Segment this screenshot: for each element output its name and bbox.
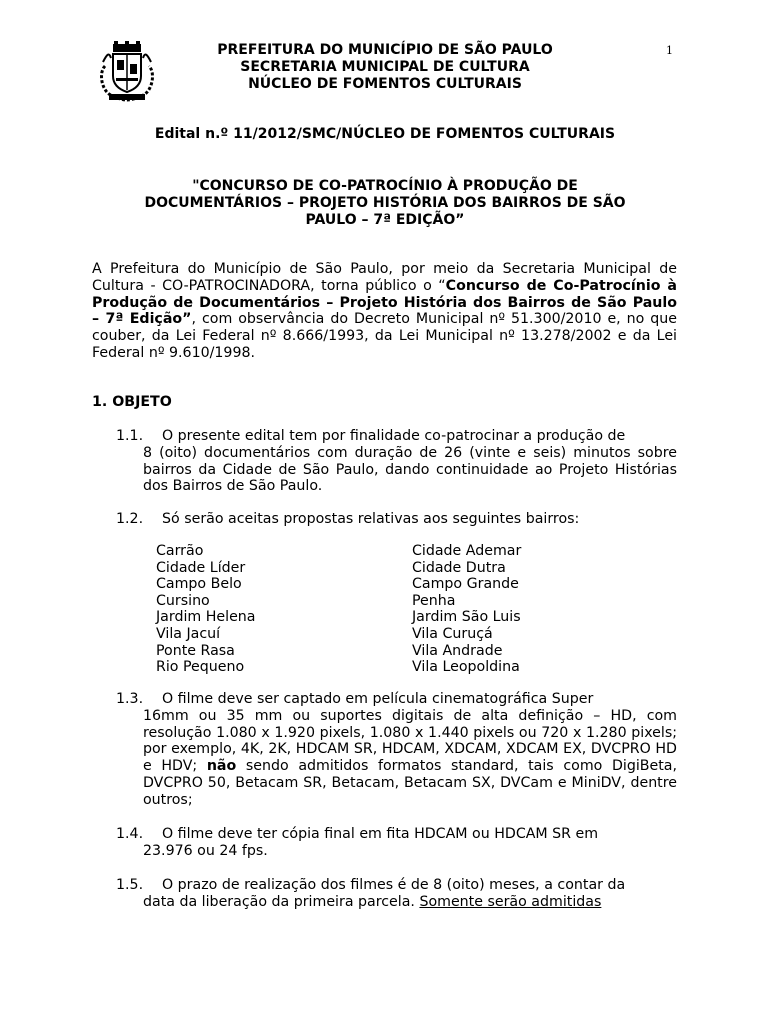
edital-number: Edital n.º 11/2012/SMC/NÚCLEO DE FOMENTOS CULTURAIS xyxy=(154,126,616,142)
item-text-underlined: Somente serão admitidas xyxy=(419,893,602,910)
bairro-item: Vila Leopoldina xyxy=(412,659,520,676)
bairro-item: Cursino xyxy=(156,592,210,609)
item-text: O prazo de realização dos filmes é de 8 (oito) meses, a contar da xyxy=(162,877,626,893)
page-number: 1 xyxy=(666,44,673,57)
item-text-continued xyxy=(116,894,677,911)
concurso-title xyxy=(100,178,670,229)
concurso-title-line: DOCUMENTÁRIOS – PROJETO HISTÓRIA DOS BAIRROS DE SÃO xyxy=(144,195,626,211)
bairro-item: Vila Andrade xyxy=(412,642,503,659)
item-text: O presente edital tem por finalidade co-patrocinar a produção de xyxy=(162,428,626,444)
bairro-item: Vila Curuçá xyxy=(412,625,493,642)
intro-text: A Prefeitura do Município de São Paulo, por meio da Secretaria Municipal de Cultura - CO-PATROCINADORA, torna público o “ xyxy=(92,261,677,294)
item-text-bold: não xyxy=(206,758,237,775)
concurso-title-line: PAULO – 7ª EDIÇÃO” xyxy=(305,212,465,228)
bairro-item: Cidade Dutra xyxy=(412,559,506,576)
list-item xyxy=(116,826,677,860)
list-item xyxy=(116,511,677,528)
item-text: Só serão aceitas propostas relativas aos seguintes bairros: xyxy=(162,511,580,527)
bairros-column-right xyxy=(412,543,521,676)
bairro-item: Jardim São Luis xyxy=(412,609,521,626)
item-number: 1.5. xyxy=(116,877,144,893)
bairro-item: Jardim Helena xyxy=(156,609,256,626)
bairro-item: Vila Jacuí xyxy=(156,625,221,642)
list-item xyxy=(116,428,677,495)
list-item xyxy=(116,877,677,911)
bairro-item: Campo Grande xyxy=(412,576,519,593)
item-text-part: data da liberação da primeira parcela. xyxy=(143,893,420,910)
bairro-item: Rio Pequeno xyxy=(156,659,245,676)
bairro-item: Campo Belo xyxy=(156,576,242,593)
concurso-title-line: "CONCURSO DE CO-PATROCÍNIO À PRODUÇÃO DE xyxy=(192,178,578,194)
item-text: O filme deve ter cópia final em fita HDCAM ou HDCAM SR em xyxy=(162,826,599,842)
bairro-item: Ponte Rasa xyxy=(156,642,235,659)
bairros-column-left xyxy=(156,543,256,676)
item-number: 1.3. xyxy=(116,691,144,707)
item-number: 1.1. xyxy=(116,428,144,444)
header-line-prefeitura: PREFEITURA DO MUNICÍPIO DE SÃO PAULO xyxy=(217,42,553,58)
header-line-nucleo: NÚCLEO DE FOMENTOS CULTURAIS xyxy=(248,76,522,92)
header-line-secretaria: SECRETARIA MUNICIPAL DE CULTURA xyxy=(240,59,530,75)
item-number: 1.4. xyxy=(116,826,144,842)
intro-bold-title: Concurso de Co-Patrocínio à Produção de Documentários – Projeto História dos Bairros de São Paulo – 7ª Edição” xyxy=(92,277,677,328)
city-coat-of-arms-icon xyxy=(99,40,155,102)
item-text-part: 16mm ou 35 mm ou suportes digitais de alta definição – HD, com resolução 1.080 x 1.920 pixels, 1.080 x 1.440 pixels ou 720 x 1.280 pixels; por exemplo, 4K, 2K, HDCAM SR, HDCAM, XDCAM, XDCAM EX, DVCPRO HD e HDV; xyxy=(143,707,677,775)
item-text: O filme deve ser captado em película cinematográfica Super xyxy=(162,691,594,707)
list-item xyxy=(116,691,677,809)
bairro-item: Carrão xyxy=(156,543,204,559)
document-header xyxy=(160,42,610,93)
item-text-continued xyxy=(116,708,677,809)
item-number: 1.2. xyxy=(116,511,144,527)
item-text-part: sendo admitidos formatos standard, tais como DigiBeta, DVCPRO 50, Betacam SR, Betacam, Betacam SX, DVCam e MiniDV, dentre outros; xyxy=(143,758,677,808)
intro-paragraph xyxy=(92,261,677,362)
section-title-objeto: 1. OBJETO xyxy=(92,394,172,410)
intro-text-end: , com observância do Decreto Municipal nº 51.300/2010 e, no que couber, da Lei Federal nº 8.666/1993, da Lei Municipal nº 13.278/2002 e da Lei Federal nº 9.610/1998. xyxy=(92,311,677,361)
bairro-item: Cidade Ademar xyxy=(412,543,522,559)
item-text-continued: 23.976 ou 24 fps. xyxy=(143,842,268,859)
item-text-continued: 8 (oito) documentários com duração de 26 (vinte e seis) minutos sobre bairros da Cidade de São Paulo, dando continuidade ao Projeto Histórias dos Bairros de São Paulo. xyxy=(143,444,677,495)
bairro-item: Cidade Líder xyxy=(156,559,246,576)
bairro-item: Penha xyxy=(412,592,456,609)
